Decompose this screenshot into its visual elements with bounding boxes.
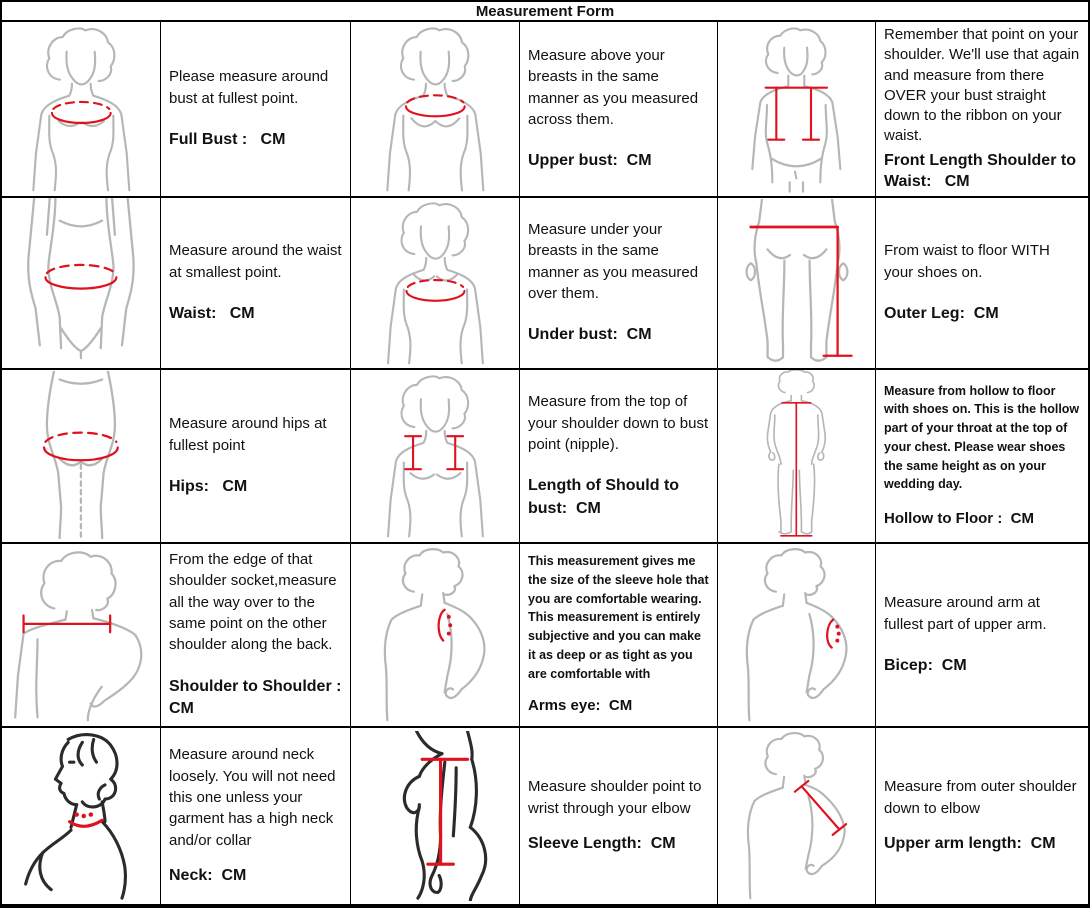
hips-figure (2, 370, 161, 544)
upper-bust-label: Upper bust: CM (528, 152, 652, 170)
length-shoulder-to-bust-figure (351, 370, 520, 544)
upper-bust-figure (351, 22, 520, 198)
waist-description: Measure around the waist at smallest point. (169, 242, 346, 281)
hips-cell (161, 370, 351, 544)
under-bust-label: Under bust: CM (528, 326, 652, 344)
waist-label: Waist: CM (169, 304, 255, 322)
upper-arm-length-description: Measure from outer shoulder down to elbow (884, 778, 1081, 817)
arms-eye-cell (520, 544, 718, 728)
hips-description: Measure around hips at fullest point (169, 415, 331, 454)
waist-illustration (3, 198, 159, 368)
arms-eye-figure (351, 544, 520, 728)
full-bust-figure (2, 22, 161, 198)
front-length-shoulder-to-waist-figure (718, 22, 876, 198)
outer-leg-label: Outer Leg: CM (884, 304, 999, 322)
hollow-to-floor-label: Hollow to Floor : CM (884, 510, 1034, 527)
upper-arm-length-illustration (722, 731, 870, 901)
waist-figure (2, 198, 161, 370)
front-length-label: Front Length Shoulder to Waist: CM (884, 151, 1081, 191)
page-title: Measurement Form (2, 2, 1088, 22)
shoulder-to-shoulder-label: Shoulder to Shoulder : CM (169, 677, 346, 718)
sleeve-length-figure (351, 728, 520, 906)
front-length-cell (876, 22, 1088, 198)
full-bust-cell (161, 22, 351, 198)
shoulder-to-bust-description: Measure from the top of your shoulder down to bust point (nipple). (528, 393, 713, 453)
bicep-figure (718, 544, 876, 728)
bicep-description: Measure around arm at fullest part of upper arm. (884, 594, 1047, 633)
hollow-to-floor-description: Measure from hollow to floor with shoes on. This is the hollow part of your throat at the top of your chest. Please wear shoes the same height as on your wedding day. (884, 383, 1083, 492)
full-bust-label: Full Bust : CM (169, 130, 286, 148)
full-bust-description: Please measure around bust at fullest point. (169, 68, 333, 107)
outer-leg-cell (876, 198, 1088, 370)
shoulder-to-shoulder-cell (161, 544, 351, 728)
bicep-label: Bicep: CM (884, 656, 967, 674)
neck-cell (161, 728, 351, 906)
upper-arm-length-figure (718, 728, 876, 906)
arms-eye-label: Arms eye: CM (528, 697, 633, 715)
hollow-to-floor-cell (876, 370, 1088, 544)
under-bust-illustration (363, 200, 508, 366)
sleeve-length-cell (520, 728, 718, 906)
shoulder-to-shoulder-description: From the edge of that shoulder socket,measure all the way over to the same point on the other shoulder along the back. (169, 551, 341, 654)
full-bust-illustration (8, 25, 155, 193)
shoulder-to-bust-label: Length of Should to bust: CM (528, 477, 684, 517)
neck-illustration (3, 731, 159, 901)
under-bust-figure (351, 198, 520, 370)
front-length-description: Remember that point on your shoulder. We'll use that again and measure from there OVER your bust straight down to the ribbon on your waist. (884, 26, 1084, 145)
arms-eye-description: This measurement gives me the size of the sleeve hole that you are comfortable wearing. This measurement is entirely subjective and you can make it as deep or as tight as you are comfortable with (528, 554, 713, 681)
hips-label: Hips: CM (169, 477, 248, 495)
hips-illustration (3, 371, 159, 541)
shoulder-to-bust-illustration (363, 373, 508, 539)
sleeve-length-label: Sleeve Length: CM (528, 834, 676, 852)
upper-arm-length-cell (876, 728, 1088, 906)
hollow-to-floor-figure (718, 370, 876, 544)
shoulder-to-shoulder-illustration (4, 547, 158, 723)
arms-eye-illustration (358, 547, 512, 723)
sleeve-length-description: Measure shoulder point to wrist through your elbow (528, 778, 706, 817)
upper-bust-cell (520, 22, 718, 198)
outer-leg-illustration (720, 199, 874, 367)
neck-figure (2, 728, 161, 906)
shoulder-to-bust-cell (520, 370, 718, 544)
under-bust-description: Measure under your breasts in the same manner as you measured over them. (528, 221, 703, 302)
outer-leg-description: From waist to floor WITH your shoes on. (884, 242, 1055, 281)
upper-bust-description: Measure above your breasts in the same manner as you measured across them. (528, 47, 703, 128)
under-bust-cell (520, 198, 718, 370)
bicep-illustration (720, 547, 874, 723)
shoulder-to-shoulder-figure (2, 544, 161, 728)
front-length-illustration (723, 25, 870, 193)
upper-arm-length-label: Upper arm length: CM (884, 834, 1056, 852)
bicep-cell (876, 544, 1088, 728)
outer-leg-figure (718, 198, 876, 370)
hollow-to-floor-illustration (740, 370, 853, 542)
waist-cell (161, 198, 351, 370)
neck-label: Neck: CM (169, 866, 247, 884)
neck-description: Measure around neck loosely. You will not need this one unless your garment has a high neck and/or collar (169, 746, 340, 849)
sleeve-length-illustration (357, 731, 513, 901)
upper-bust-illustration (362, 25, 509, 193)
